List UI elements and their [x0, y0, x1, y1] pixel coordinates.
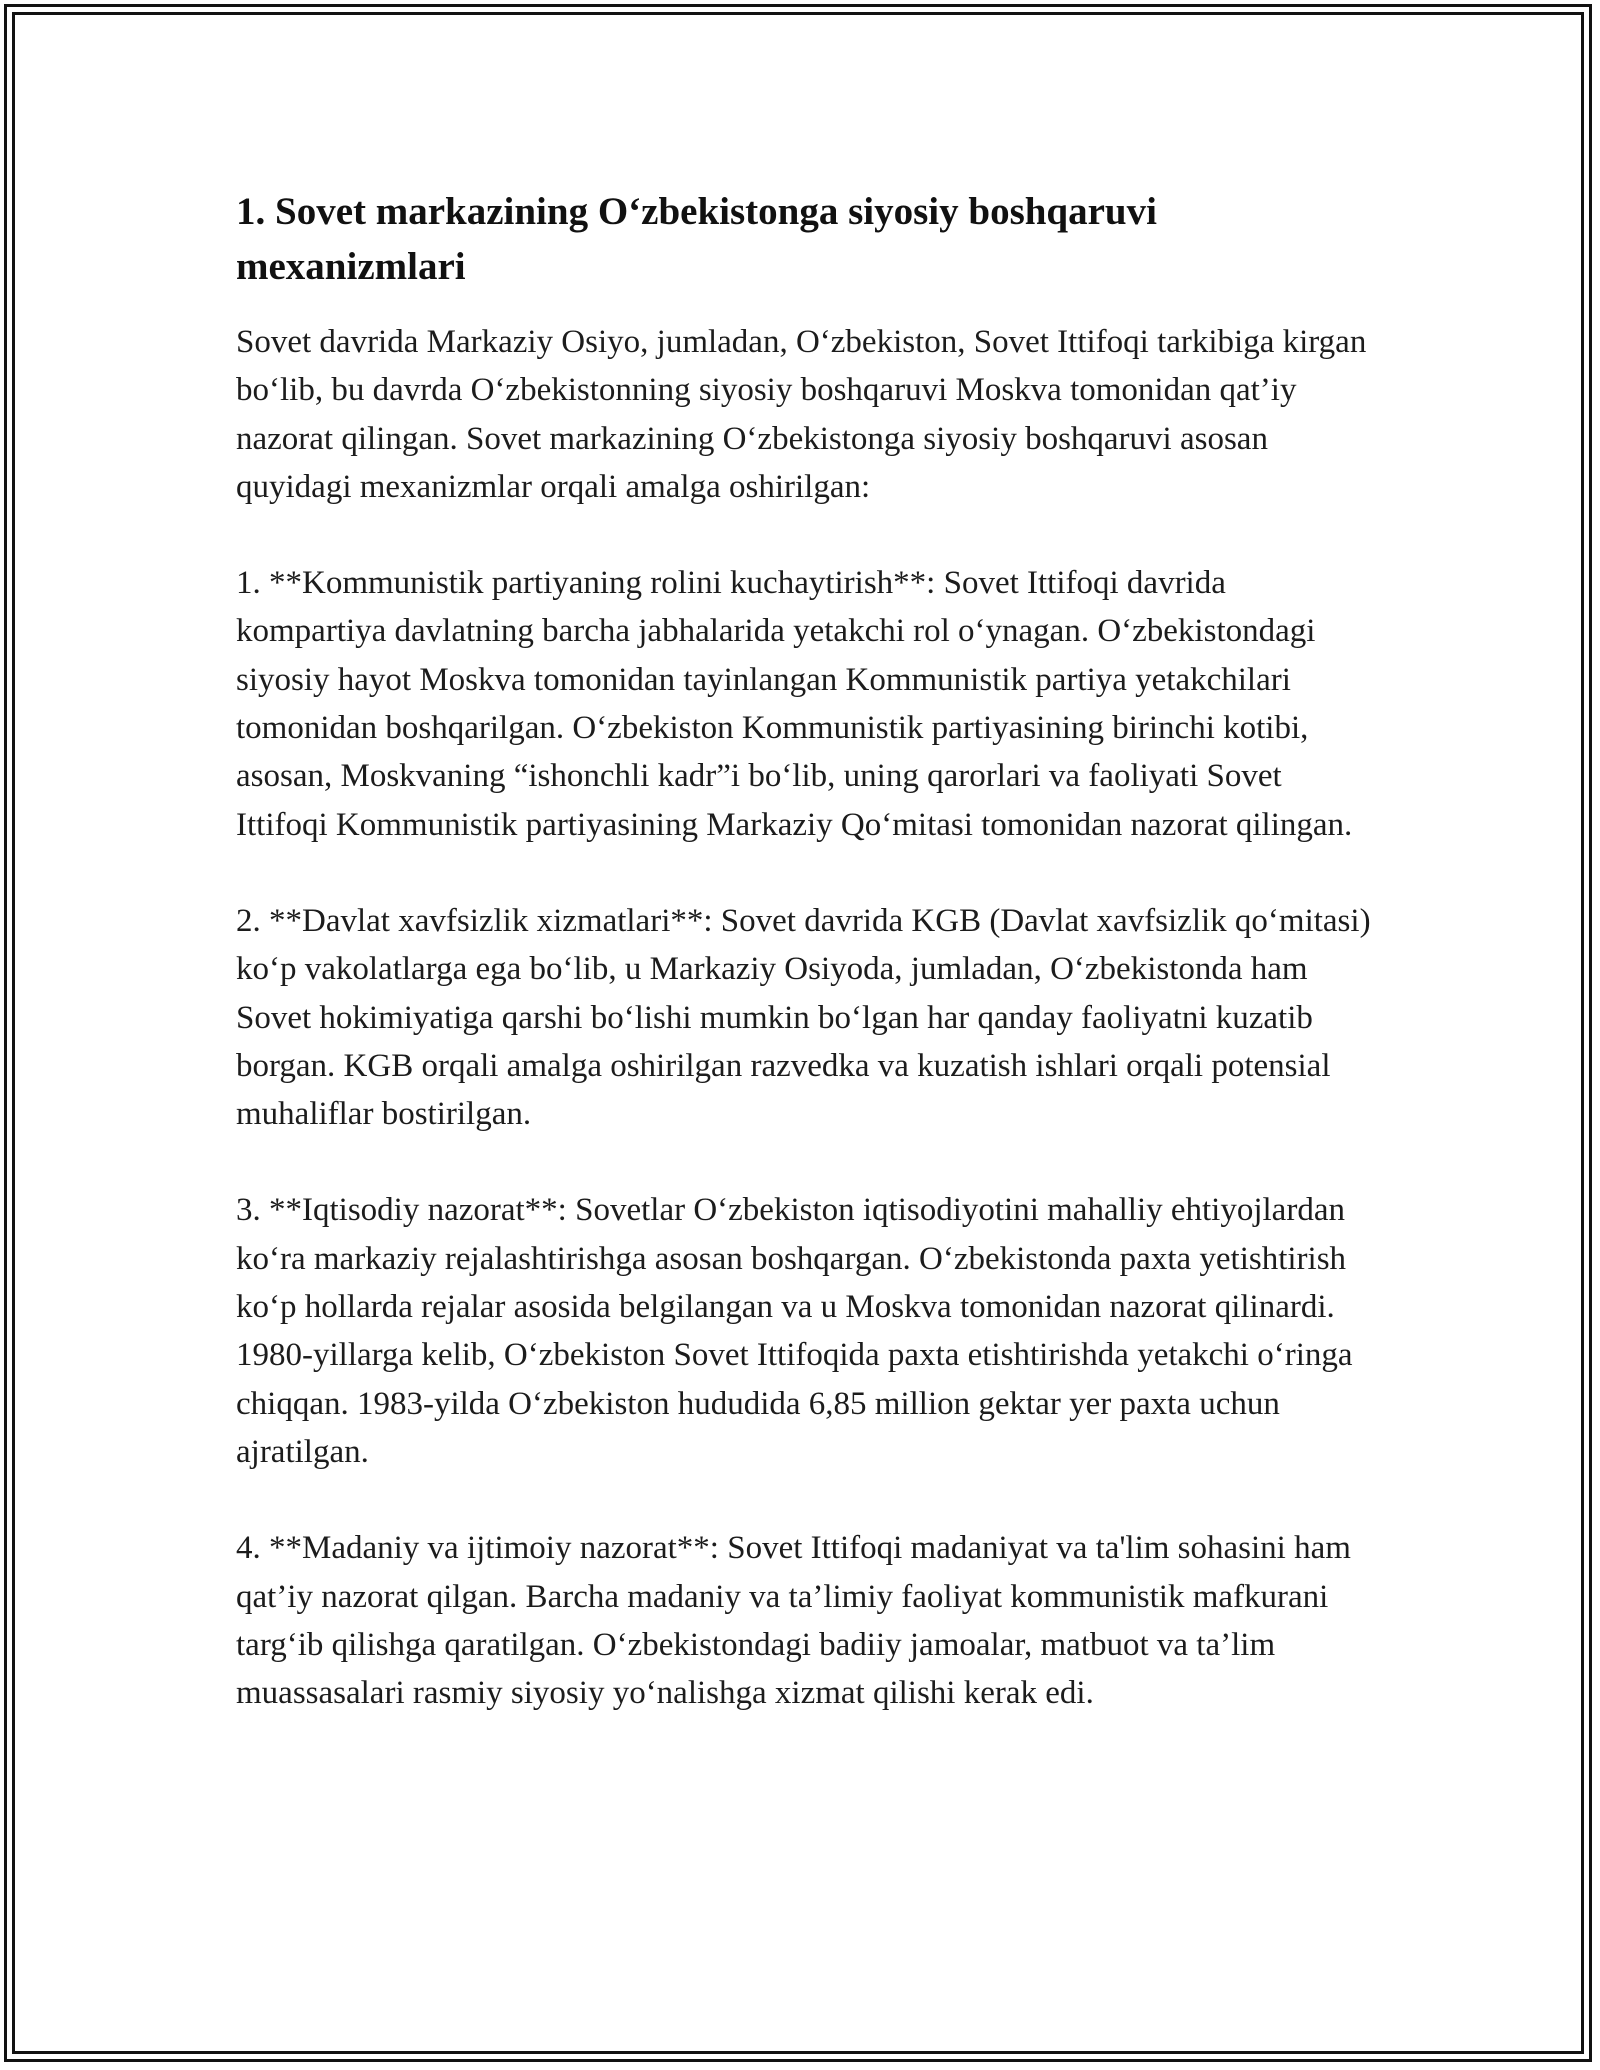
- document-body: [236, 184, 1381, 1765]
- intro-paragraph: Sovet davrida Markaziy Osiyo, jumladan, O‘zbekiston, Sovet Ittifoqi tarkibiga kirgan bo‘lib, bu davrda O‘zbekistonning siyosiy boshqaruvi Moskva tomonidan qat’iy nazorat qilingan. Sovet markazining O‘zbekistonga siyosiy boshqaruvi asosan quyidagi mexanizmlar orqali amalga oshirilgan:: [236, 324, 1367, 505]
- list-item-economic-control: 3. **Iqtisodiy nazorat**: Sovetlar O‘zbekiston iqtisodiyotini mahalliy ehtiyojlardan ko‘ra markaziy rejalashtirishga asosan boshqargan. O‘zbekistonda paxta yetishtirish ko‘p hollarda rejalar asosida belgilangan va u Moskva tomonidan nazorat qilinardi. 1980-yillarga kelib, O‘zbekiston Sovet Ittifoqida paxta etishtirishda yetakchi o‘ringa chiqqan. 1983-yilda O‘zbekiston hududida 6,85 million gektar yer paxta uchun ajratilgan.: [236, 1192, 1353, 1470]
- list-item-state-security: 2. **Davlat xavfsizlik xizmatlari**: Sovet davrida KGB (Davlat xavfsizlik qo‘mitasi) ko‘p vakolatlarga ega bo‘lib, u Markaziy Osiyoda, jumladan, O‘zbekistonda ham Sovet hokimiyatiga qarshi bo‘lishi mumkin bo‘lgan har qanday faoliyatni kuzatib borgan. KGB orqali amalga oshirilgan razvedka va kuzatish ishlari orqali potensial muhaliflar bostirilgan.: [236, 902, 1371, 1133]
- list-item-communist-party: 1. **Kommunistik partiyaning rolini kuchaytirish**: Sovet Ittifoqi davrida kompartiya davlatning barcha jabhalarida yetakchi rol o‘ynagan. O‘zbekistondagi siyosiy hayot Moskva tomonidan tayinlangan Kommunistik partiya yetakchilari tomonidan boshqarilgan. O‘zbekiston Kommunistik partiyasining birinchi kotibi, asosan, Moskvaning “ishonchli kadr”i bo‘lib, uning qarorlari va faoliyati Sovet Ittifoqi Kommunistik partiyasining Markaziy Qo‘mitasi tomonidan nazorat qilingan.: [236, 565, 1353, 843]
- list-item-cultural-control: 4. **Madaniy va ijtimoiy nazorat**: Sovet Ittifoqi madaniyat va ta'lim sohasini ham qat’iy nazorat qilgan. Barcha madaniy va ta’limiy faoliyat kommunistik mafkurani targ‘ib qilishga qaratilgan. O‘zbekistondagi badiiy jamoalar, matbuot va ta’lim muassasalari rasmiy siyosiy yo‘nalishga xizmat qilishi kerak edi.: [236, 1530, 1351, 1712]
- section-heading: 1. Sovet markazining O‘zbekistonga siyosiy boshqaruvi mexanizmlari: [236, 190, 1157, 288]
